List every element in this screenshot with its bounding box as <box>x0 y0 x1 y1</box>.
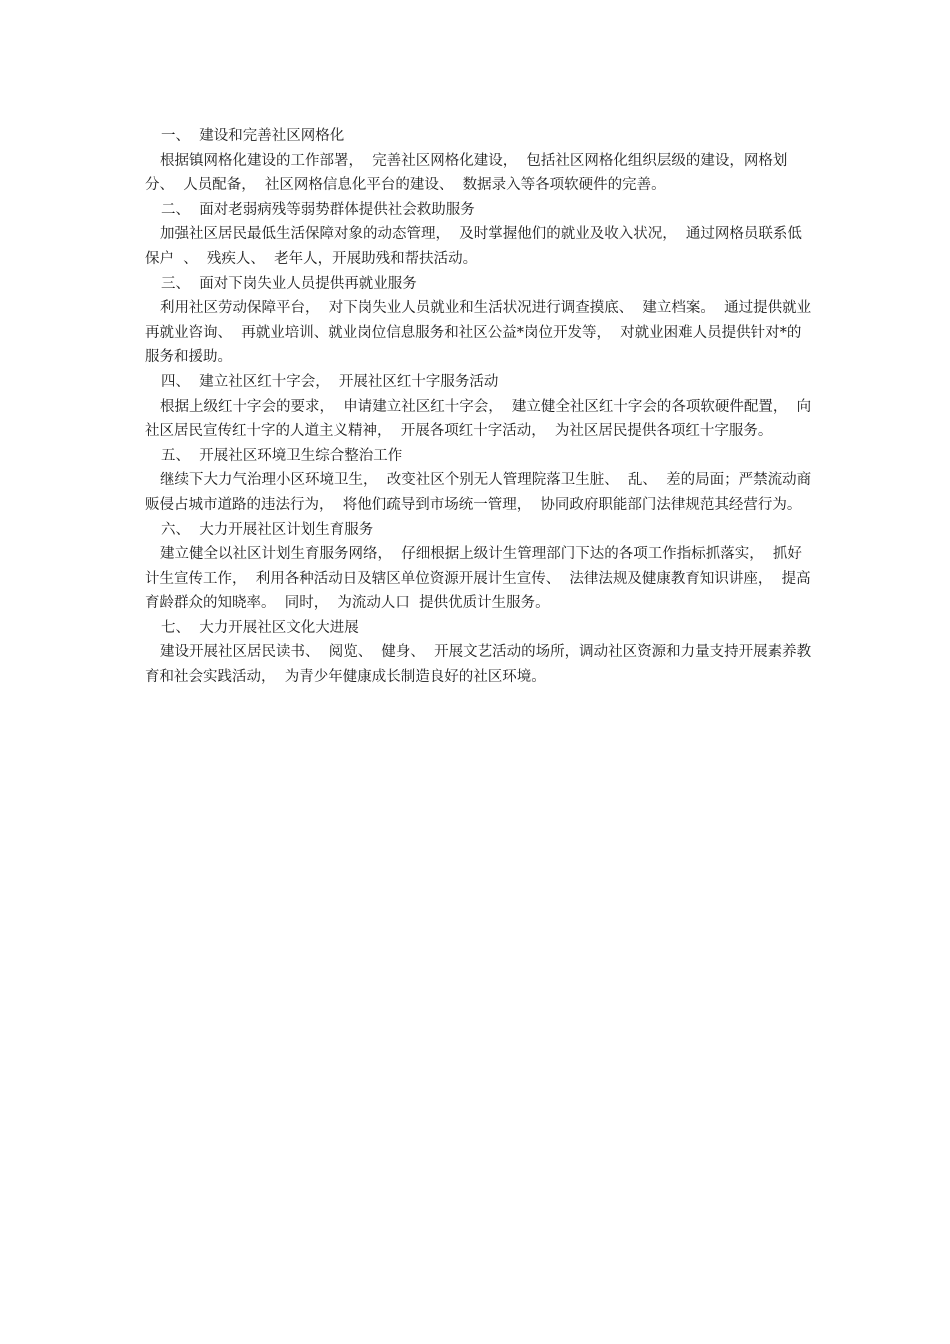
section-4 <box>145 370 815 444</box>
section-3 <box>145 272 815 370</box>
section-body: 根据镇网格化建设的工作部署， 完善社区网格化建设， 包括社区网格化组织层级的建设，网格划分、 人员配备， 社区网格信息化平台的建设、 数据录入等各项软硬件的完善。 <box>145 152 788 194</box>
section-body: 建设开展社区居民读书、 阅览、 健身、 开展文艺活动的场所，调动社区资源和力量支持开展素养教育和社会实践活动， 为青少年健康成长制造良好的社区环境。 <box>145 644 812 686</box>
section-heading: 五、 开展社区环境卫生综合整治工作 <box>161 447 403 464</box>
section-body: 加强社区居民最低生活保障对象的动态管理， 及时掌握他们的就业及收入状况， 通过网格员联系低保户 、 残疾人、 老年人，开展助残和帮扶活动。 <box>145 226 802 267</box>
document-page <box>145 124 815 690</box>
section-7 <box>145 616 815 690</box>
section-heading: 四、 建立社区红十字会， 开展社区红十字服务活动 <box>161 373 499 390</box>
section-body: 根据上级红十字会的要求， 申请建立社区红十字会， 建立健全社区红十字会的各项软硬件配置， 向社区居民宣传红十字的人道主义精神， 开展各项红十字活动， 为社区居民提供各项红十字服务。 <box>145 398 812 440</box>
section-5 <box>145 444 815 518</box>
section-body: 建立健全以社区计划生育服务网络， 仔细根据上级计生管理部门下达的各项工作指标抓落实， 抓好计生宣传工作， 利用各种活动日及辖区单位资源开展计生宣传、 法律法规及健康教育知识讲座， 提高育龄群众的知晓率。 同时， 为流动人口 提供优质计生服务。 <box>145 546 811 612</box>
section-body: 继续下大力气治理小区环境卫生， 改变社区个别无人管理院落卫生脏、 乱、 差的局面；严禁流动商贩侵占城市道路的违法行为， 将他们疏导到市场统一管理， 协同政府职能部门法律规范其经营行为。 <box>145 472 812 513</box>
section-heading: 六、 大力开展社区计划生育服务 <box>161 521 374 538</box>
section-heading: 三、 面对下岗失业人员提供再就业服务 <box>161 275 417 292</box>
section-heading: 一、 建设和完善社区网格化 <box>161 128 345 144</box>
section-heading: 二、 面对老弱病残等弱势群体提供社会救助服务 <box>161 201 475 218</box>
section-heading: 七、 大力开展社区文化大进展 <box>161 619 359 636</box>
section-body: 利用社区劳动保障平台， 对下岗失业人员就业和生活状况进行调查摸底、 建立档案。 通过提供就业再就业咨询、 再就业培训、就业岗位信息服务和社区公益*岗位开发等， 对就业困难人员提供针对*的服务和援助。 <box>145 300 812 366</box>
section-1 <box>145 124 815 198</box>
section-6 <box>145 518 815 616</box>
section-2 <box>145 198 815 272</box>
